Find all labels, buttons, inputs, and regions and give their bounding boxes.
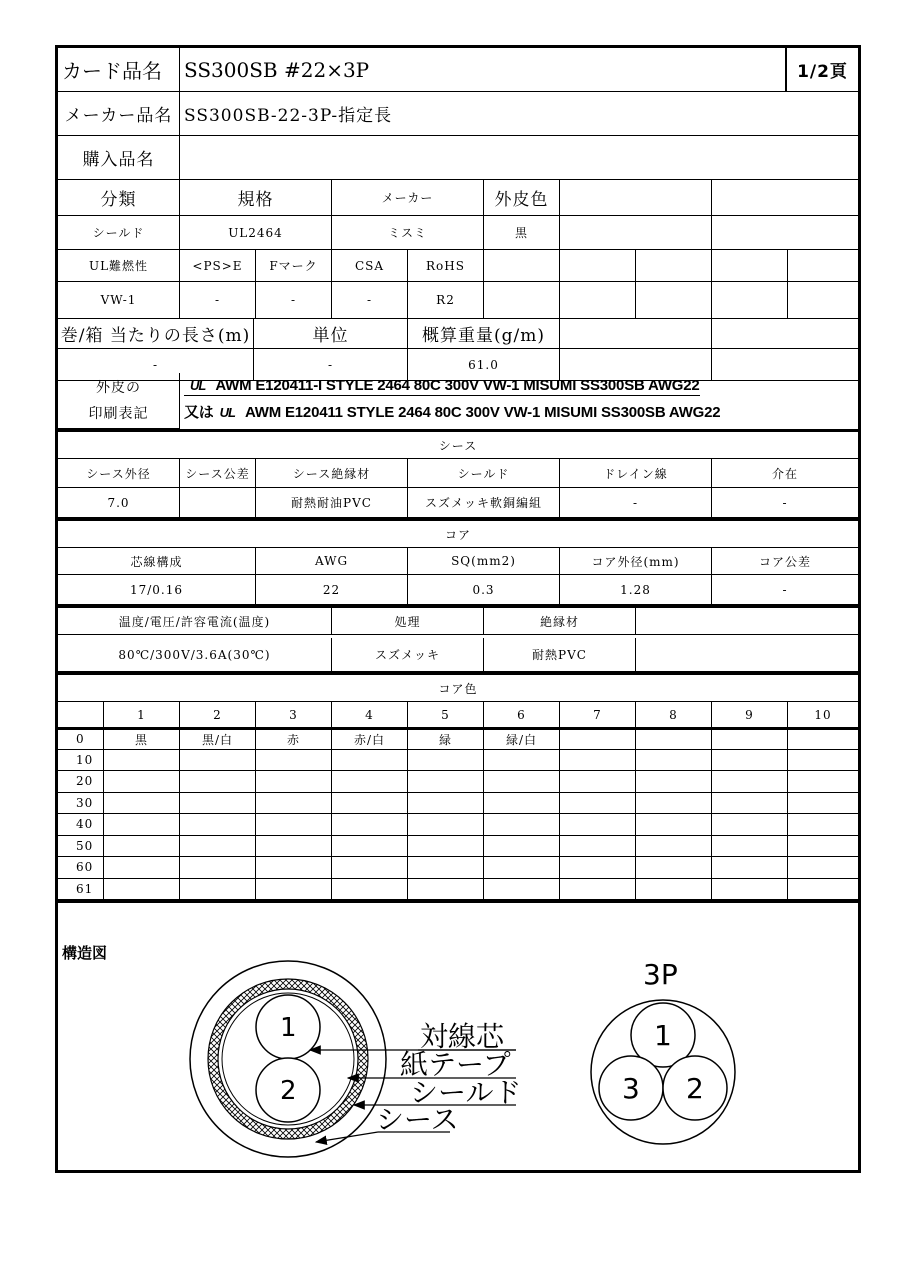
color-cell xyxy=(636,836,712,858)
color-col-header: 7 xyxy=(560,702,636,728)
color-cell xyxy=(560,857,636,879)
spec-header xyxy=(560,180,712,216)
color-cell xyxy=(484,814,560,836)
core-value: 0.3 xyxy=(408,575,560,605)
length-header: 概算重量(g/m) xyxy=(408,319,560,349)
color-row-label: 40 xyxy=(58,814,104,836)
sheath-value: 7.0 xyxy=(58,488,180,518)
ul-value: R2 xyxy=(408,282,484,319)
maker-part-value: SS300SB-22-3P-指定長 xyxy=(180,92,858,136)
length-header xyxy=(712,319,858,349)
color-cell: 赤 xyxy=(256,728,332,750)
color-col-header: 1 xyxy=(104,702,180,728)
ul-value: - xyxy=(180,282,256,319)
spec-header: 分類 xyxy=(58,180,180,216)
core-value: 17/0.16 xyxy=(58,575,256,605)
color-cell xyxy=(408,836,484,858)
color-cell xyxy=(256,836,332,858)
color-cell xyxy=(560,793,636,815)
sheath-header: 介在 xyxy=(712,459,858,488)
structure-svg xyxy=(58,932,858,1170)
color-cell xyxy=(332,771,408,793)
ul-header xyxy=(636,250,712,282)
sheath-value: - xyxy=(712,488,858,518)
core-title: コア xyxy=(58,518,858,548)
sheath-value: 耐熱耐油PVC xyxy=(256,488,408,518)
color-col-header: 10 xyxy=(788,702,858,728)
print-line-2 xyxy=(184,401,720,422)
color-cell xyxy=(104,750,180,772)
color-cell xyxy=(256,814,332,836)
spec-value xyxy=(712,216,858,250)
temp-value: スズメッキ xyxy=(332,638,484,672)
color-cell xyxy=(484,857,560,879)
core-header: コア公差 xyxy=(712,548,858,575)
temp-header: 温度/電圧/許容電流(温度) xyxy=(58,605,332,635)
color-cell xyxy=(104,793,180,815)
color-cell xyxy=(332,814,408,836)
color-cell xyxy=(484,771,560,793)
color-cell xyxy=(636,814,712,836)
maker-part-label: メーカー品名 xyxy=(58,92,180,136)
color-cell xyxy=(180,879,256,901)
color-row-label: 10 xyxy=(58,750,104,772)
color-cell xyxy=(408,857,484,879)
color-cell: 緑/白 xyxy=(484,728,560,750)
label-pair: 対線芯 xyxy=(420,1020,505,1053)
color-cell xyxy=(484,750,560,772)
color-cell xyxy=(332,879,408,901)
color-cell xyxy=(636,771,712,793)
color-cell xyxy=(256,771,332,793)
ul-header xyxy=(712,250,788,282)
color-cell xyxy=(712,771,788,793)
color-cell xyxy=(636,857,712,879)
spec-value: 黒 xyxy=(484,216,560,250)
length-header: 巻/箱 当たりの長さ(m) xyxy=(58,319,254,349)
color-cell xyxy=(712,836,788,858)
color-cell xyxy=(560,750,636,772)
color-row-label: 30 xyxy=(58,793,104,815)
color-cell xyxy=(788,750,858,772)
temp-header: 絶縁材 xyxy=(484,605,636,635)
print-line-2-text: AWM E120411 STYLE 2464 80C 300V VW-1 MISUMI SS300SB AWG22 xyxy=(244,404,721,421)
core-header: 芯線構成 xyxy=(58,548,256,575)
label-sheath: シース xyxy=(376,1103,459,1136)
spec-sheet xyxy=(55,45,861,1173)
length-value: - xyxy=(254,349,408,381)
color-col-header: 5 xyxy=(408,702,484,728)
color-cell: 黒/白 xyxy=(180,728,256,750)
color-cell xyxy=(788,857,858,879)
color-cell xyxy=(712,814,788,836)
color-cell xyxy=(104,771,180,793)
color-cell xyxy=(332,857,408,879)
color-cell xyxy=(180,771,256,793)
ul-value: VW-1 xyxy=(58,282,180,319)
leader-sheath xyxy=(316,1132,378,1142)
temp-value: 80℃/300V/3.6A(30℃) xyxy=(58,638,332,672)
color-cell xyxy=(636,750,712,772)
print-label-line2: 印刷表記 xyxy=(88,405,149,422)
ul-value xyxy=(712,282,788,319)
color-cell xyxy=(408,750,484,772)
length-value xyxy=(712,349,858,381)
length-value: 61.0 xyxy=(408,349,560,381)
color-cell xyxy=(180,857,256,879)
color-cell xyxy=(484,836,560,858)
color-cell xyxy=(408,793,484,815)
print-line-1-text: AWM E120411-I STYLE 2464 80C 300V VW-1 MISUMI SS300SB AWG22 xyxy=(215,377,700,394)
color-cell xyxy=(560,771,636,793)
color-cell xyxy=(180,750,256,772)
sheath-header: シース公差 xyxy=(180,459,256,488)
sheath-value: スズメッキ軟銅編組 xyxy=(408,488,560,518)
page-number: 1/2頁 xyxy=(786,48,858,92)
color-col-header: 4 xyxy=(332,702,408,728)
color-cell xyxy=(104,857,180,879)
sheath-value xyxy=(180,488,256,518)
ul-value: - xyxy=(332,282,408,319)
color-cell xyxy=(332,793,408,815)
print-label-line1: 外皮の xyxy=(96,379,141,396)
color-cell xyxy=(712,857,788,879)
sheath-title: シース xyxy=(58,429,858,459)
colors-title: コア色 xyxy=(58,672,858,702)
spec-value: ミスミ xyxy=(332,216,484,250)
temp-header xyxy=(636,605,858,635)
color-col-header: 3 xyxy=(256,702,332,728)
cross-number-2: 2 xyxy=(686,1072,704,1105)
color-cell xyxy=(180,814,256,836)
color-row-label: 50 xyxy=(58,836,104,858)
color-cell: 緑 xyxy=(408,728,484,750)
ul-value: - xyxy=(256,282,332,319)
core-header: SQ(mm2) xyxy=(408,548,560,575)
ul-value xyxy=(560,282,636,319)
core-value: - xyxy=(712,575,858,605)
core-value: 1.28 xyxy=(560,575,712,605)
ul-header: RoHS xyxy=(408,250,484,282)
temp-value xyxy=(636,638,858,672)
spec-value xyxy=(560,216,712,250)
ul-value xyxy=(484,282,560,319)
core-header: コア外径(mm) xyxy=(560,548,712,575)
diagram-title: 構造図 xyxy=(62,944,108,962)
length-header: 単位 xyxy=(254,319,408,349)
color-cell xyxy=(408,771,484,793)
spec-value: シールド xyxy=(58,216,180,250)
color-cell xyxy=(636,879,712,901)
color-corner xyxy=(58,702,104,728)
color-cell xyxy=(256,857,332,879)
ul-value xyxy=(788,282,858,319)
color-cell xyxy=(788,793,858,815)
spec-header: 規格 xyxy=(180,180,332,216)
sheath-header: シールド xyxy=(408,459,560,488)
label-tape: 紙テープ xyxy=(400,1048,511,1081)
cross-title: 3P xyxy=(643,958,678,991)
color-cell xyxy=(332,836,408,858)
purchase-label: 購入品名 xyxy=(58,136,180,180)
spec-header xyxy=(712,180,858,216)
diagram-divider xyxy=(58,900,858,903)
spec-value: UL2464 xyxy=(180,216,332,250)
color-cell xyxy=(104,836,180,858)
card-value: SS300SB #22×3P xyxy=(180,48,786,92)
length-value: - xyxy=(58,349,254,381)
cross-number-1: 1 xyxy=(654,1019,672,1052)
color-cell xyxy=(408,814,484,836)
color-cell xyxy=(256,879,332,901)
core-2-number: 2 xyxy=(280,1076,297,1106)
core-value: 22 xyxy=(256,575,408,605)
core-header: AWG xyxy=(256,548,408,575)
color-cell xyxy=(104,879,180,901)
print-line-2-prefix: 又は xyxy=(184,404,214,421)
color-row-label: 60 xyxy=(58,857,104,879)
color-cell xyxy=(712,793,788,815)
color-col-header: 2 xyxy=(180,702,256,728)
print-label xyxy=(58,373,180,429)
label-shield: シールド xyxy=(410,1076,522,1109)
purchase-value xyxy=(180,136,858,180)
color-cell xyxy=(712,728,788,750)
color-cell xyxy=(484,879,560,901)
sheath-header: ドレイン線 xyxy=(560,459,712,488)
color-row-label: 20 xyxy=(58,771,104,793)
temp-header: 処理 xyxy=(332,605,484,635)
structure-diagram xyxy=(58,932,858,1170)
card-label: カード品名 xyxy=(58,48,180,92)
ul-mark-icon: UL xyxy=(190,378,206,393)
color-row-label: 61 xyxy=(58,879,104,901)
color-cell xyxy=(636,793,712,815)
sheath-value: - xyxy=(560,488,712,518)
color-cell xyxy=(560,879,636,901)
core-1-number: 1 xyxy=(280,1013,297,1043)
ul-header: CSA xyxy=(332,250,408,282)
temp-value: 耐熱PVC xyxy=(484,638,636,672)
spec-header: 外皮色 xyxy=(484,180,560,216)
color-cell xyxy=(788,814,858,836)
ul-header: <PS>E xyxy=(180,250,256,282)
color-cell xyxy=(788,879,858,901)
color-cell xyxy=(256,793,332,815)
color-cell xyxy=(636,728,712,750)
ul-header xyxy=(788,250,858,282)
color-row-label: 0 xyxy=(58,728,104,750)
color-col-header: 6 xyxy=(484,702,560,728)
color-cell xyxy=(560,836,636,858)
color-cell xyxy=(560,814,636,836)
color-col-header: 9 xyxy=(712,702,788,728)
sheath-header: シース絶縁材 xyxy=(256,459,408,488)
color-col-header: 8 xyxy=(636,702,712,728)
sheath-header: シース外径 xyxy=(58,459,180,488)
color-cell xyxy=(712,879,788,901)
length-value xyxy=(560,349,712,381)
ul-header: Fマーク xyxy=(256,250,332,282)
color-cell xyxy=(484,793,560,815)
color-cell xyxy=(788,771,858,793)
color-cell xyxy=(332,750,408,772)
color-cell xyxy=(180,836,256,858)
color-cell xyxy=(256,750,332,772)
ul-value xyxy=(636,282,712,319)
cross-number-3: 3 xyxy=(622,1072,640,1105)
color-cell xyxy=(788,836,858,858)
color-cell xyxy=(788,728,858,750)
color-cell xyxy=(560,728,636,750)
length-header xyxy=(560,319,712,349)
ul-header xyxy=(484,250,560,282)
color-cell xyxy=(104,814,180,836)
ul-mark-icon-2: UL xyxy=(219,405,235,420)
color-cell: 赤/白 xyxy=(332,728,408,750)
ul-header: UL難燃性 xyxy=(58,250,180,282)
color-cell xyxy=(180,793,256,815)
color-cell xyxy=(408,879,484,901)
color-cell xyxy=(712,750,788,772)
color-cell: 黒 xyxy=(104,728,180,750)
spec-header: メーカー xyxy=(332,180,484,216)
ul-header xyxy=(560,250,636,282)
